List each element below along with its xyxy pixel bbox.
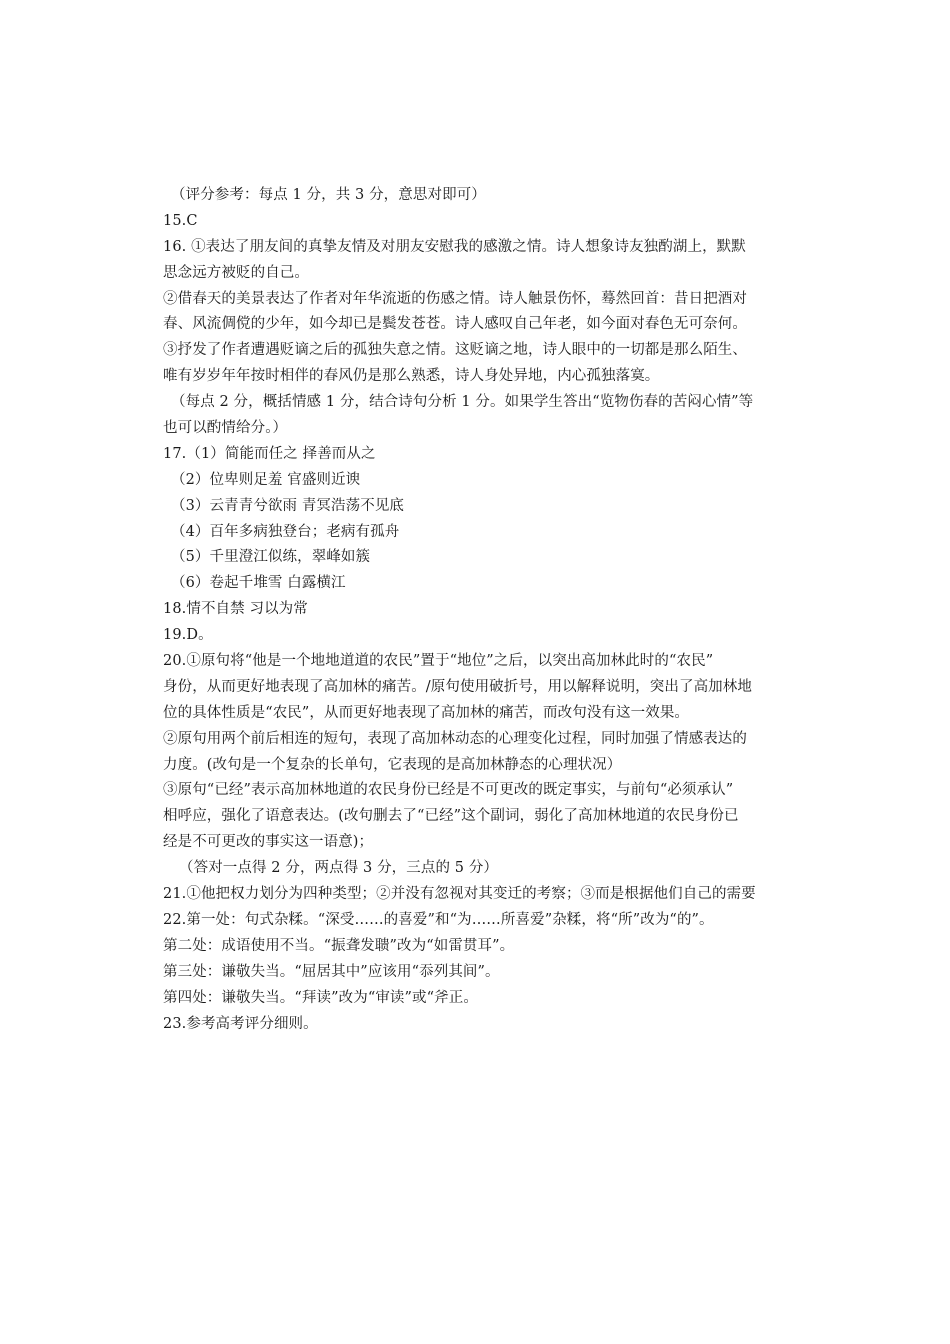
scoring-note-20: （答对一点得 2 分，两点得 3 分，三点的 5 分） (179, 860, 499, 877)
answer-20-line-8: 经是不可更改的事实这一语意)； (163, 834, 374, 851)
answer-20-line-5: 力度。(改句是一个复杂的长单句，它表现的是高加林静态的心理状况） (163, 756, 622, 773)
answer-22-line-3: 第三处：谦敬失当。“屈居其中”应该用“忝列其间”。 (163, 963, 500, 980)
answer-17-item-5: （5）千里澄江似练，翠峰如簇 (171, 549, 371, 566)
answer-15: 15.C (163, 212, 198, 229)
answer-16-line-1: 16. ①表达了朋友间的真挚友情及对朋友安慰我的感激之情。诗人想象诗友独酌湖上，默默 (163, 238, 746, 255)
answer-16-line-6: 唯有岁岁年年按时相伴的春风仍是那么熟悉，诗人身处异地，内心孤独落寞。 (163, 368, 660, 385)
answer-20-line-3: 位的具体性质是“农民”，从而更好地表现了高加林的痛苦，而改句没有这一效果。 (163, 704, 690, 721)
answer-20-line-7: 相呼应，强化了语意表达。(改句删去了“已经”这个副词，弱化了高加林地道的农民身份已 (163, 808, 739, 825)
answer-23: 23.参考高考评分细则。 (163, 1015, 318, 1032)
answer-17-item-4: （4）百年多病独登台；老病有孤舟 (171, 523, 400, 540)
answer-key-text (163, 183, 783, 1037)
scoring-note-14: （评分参考：每点 1 分，共 3 分，意思对即可） (171, 187, 486, 203)
answer-17-item-3: （3）云青青兮欲雨 青冥浩荡不见底 (171, 497, 405, 514)
answer-16-line-4: 春、风流倜傥的少年，如今却已是鬓发苍苍。诗人感叹自己年老，如今面对春色无可奈何。 (163, 316, 747, 333)
answer-16-line-5: ③抒发了作者遭遇贬谪之后的孤独失意之情。这贬谪之地，诗人眼中的一切都是那么陌生、 (163, 342, 747, 359)
answer-17-item-6: （6）卷起千堆雪 白露横江 (171, 575, 346, 592)
answer-17-item-2: （2）位卑则足羞 官盛则近谀 (171, 471, 361, 488)
answer-20-line-6: ③原句“已经”表示高加林地道的农民身份已经是不可更改的既定事实，与前句“必须承认” (163, 782, 734, 799)
answer-22-line-4: 第四处：谦敬失当。“拜读”改为“审读”或“斧正。 (163, 989, 478, 1006)
answer-18: 18.情不自禁 习以为常 (163, 601, 308, 618)
scoring-note-16-line-2: 也可以酌情给分。） (163, 420, 288, 437)
scoring-note-16-line-1: （每点 2 分，概括情感 1 分，结合诗句分析 1 分。如果学生答出“览物伤春的苦闷心情”等 (171, 394, 754, 411)
answer-16-line-2: 思念远方被贬的自己。 (163, 264, 309, 281)
answer-22-line-2: 第二处：成语使用不当。“振聋发聩”改为“如雷贯耳”。 (163, 937, 515, 954)
answer-16-line-3: ②借春天的美景表达了作者对年华流逝的伤感之情。诗人触景伤怀，蓦然回首：昔日把酒对 (163, 290, 747, 307)
answer-20-line-2: 身份，从而更好地表现了高加林的痛苦。/原句使用破折号，用以解释说明，突出了高加林地 (163, 678, 752, 695)
answer-19: 19.D。 (163, 627, 213, 644)
answer-17-item-1: 17.（1）简能而任之 择善而从之 (163, 445, 376, 462)
answer-21: 21.①他把权力划分为四种类型；②并没有忽视对其变迁的考察；③而是根据他们自己的需要 (163, 886, 756, 903)
answer-22-line-1: 22.第一处：句式杂糅。“深受……的喜爱”和“为……所喜爱”杂糅，将“所”改为“的”。 (163, 911, 714, 928)
answer-20-line-1: 20.①原句将“他是一个地地道道的农民”置于“地位”之后，以突出高加林此时的“农民” (163, 653, 714, 670)
answer-20-line-4: ②原句用两个前后相连的短句，表现了高加林动态的心理变化过程，同时加强了情感表达的 (163, 730, 747, 747)
